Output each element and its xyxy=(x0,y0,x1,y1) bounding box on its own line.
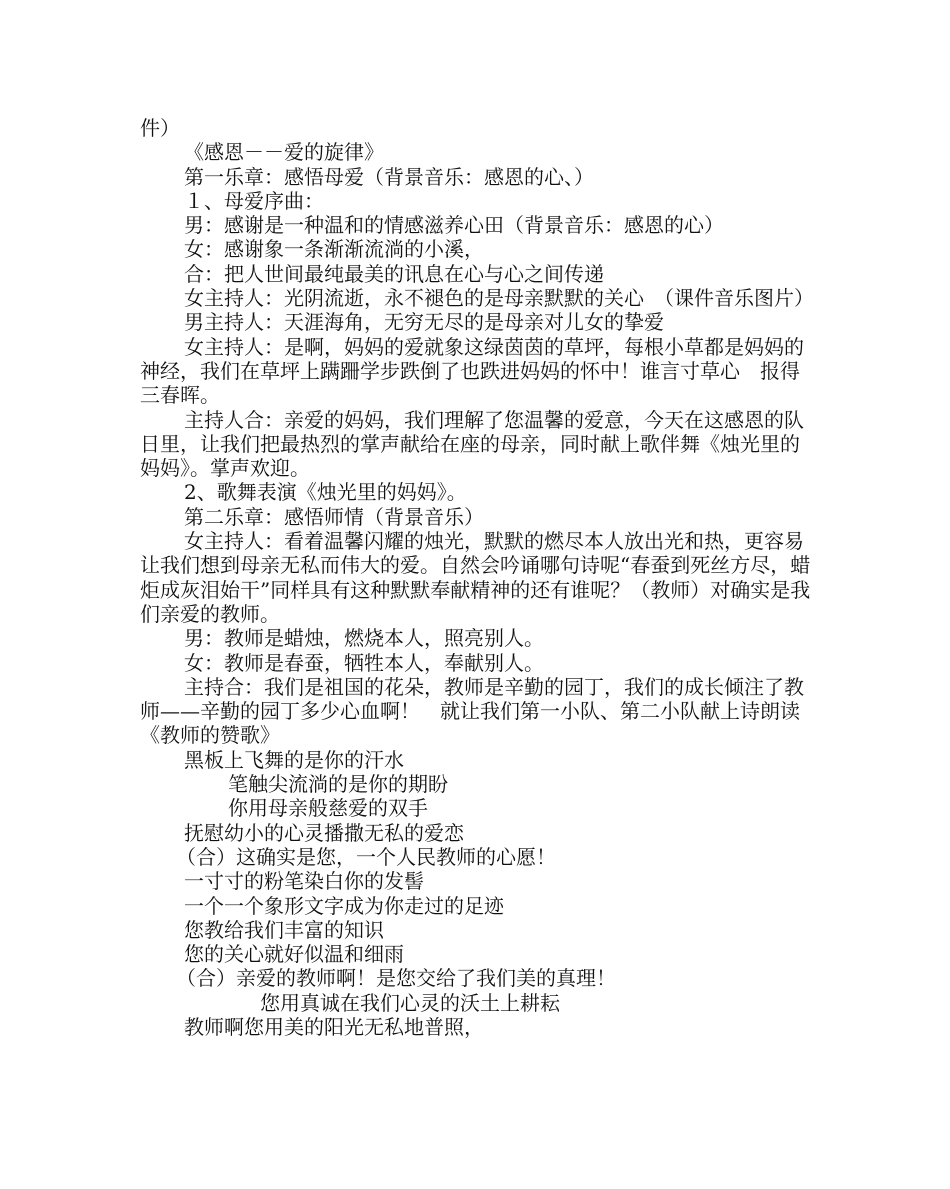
poem-line: 教师啊您用美的阳光无私地普照， xyxy=(184,1014,484,1039)
text-line: 合：把人世间最纯最美的讯息在心与心之间传递 xyxy=(184,261,604,286)
subsection-heading: １、母爱序曲： xyxy=(184,188,324,213)
poem-line: 笔触尖流淌的是你的期盼 xyxy=(228,772,448,797)
poem-line: 一个一个象形文字成为你走过的足迹 xyxy=(184,893,504,918)
document-body xyxy=(140,116,812,1039)
program-title: 《感恩－－爱的旋律》 xyxy=(184,140,384,165)
paragraph: 女主持人：光阴流逝，永不褪色的是母亲默默的关心 （课件音乐图片） xyxy=(184,286,814,311)
poem-line: （合）这确实是您，一个人民教师的心愿！ xyxy=(176,844,556,869)
poem-line: 您教给我们丰富的知识 xyxy=(184,917,384,942)
paragraph: 主持合：我们是祖国的花朵，教师是辛勤的园丁，我们的成长倾注了教师——辛勤的园丁多少心血啊！ 就让我们第一小队、第二小队献上诗朗读《教师的赞歌》 xyxy=(140,674,804,748)
poem-line: 抚慰幼小的心灵播撒无私的爱恋 xyxy=(184,820,464,845)
text-line: 女：感谢象一条渐渐流淌的小溪， xyxy=(184,237,484,262)
poem-line: 一寸寸的粉笔染白你的发髻 xyxy=(184,869,424,894)
section-heading: 第一乐章：感悟母爱（背景音乐：感恩的心、） xyxy=(184,164,594,189)
paragraph: 主持人合：亲爱的妈妈，我们理解了您温馨的爱意，今天在这感恩的队日里，让我们把最热烈的掌声献给在座的母亲，同时献上歌伴舞《烛光里的妈妈》。掌声欢迎。 xyxy=(140,407,804,481)
poem-line: 您的关心就好似温和细雨 xyxy=(184,942,404,967)
paragraph: 女主持人：看着温馨闪耀的烛光，默默的燃尽本人放出光和热，更容易让我们想到母亲无私而伟大的爱。自然会吟诵哪句诗呢“春蚕到死丝方尽，蜡炬成灰泪始干”同样具有这种默默奉献精神的还有谁呢？（教师）对确实是我们亲爱的教师。 xyxy=(140,529,811,626)
paragraph: 女主持人：是啊，妈妈的爱就象这绿茵茵的草坪，每根小草都是妈妈的神经，我们在草坪上蹒跚学步跌倒了也跌进妈妈的怀中！谁言寸草心 报得三春晖。 xyxy=(140,334,804,408)
subsection-heading: 2、歌舞表演《烛光里的妈妈》。 xyxy=(184,480,467,505)
text-line: 件） xyxy=(140,116,180,140)
poem-line: （合）亲爱的教师啊！是您交给了我们美的真理！ xyxy=(176,966,616,991)
text-line: 女：教师是春蚕，牺牲本人，奉献别人。 xyxy=(184,650,544,675)
text-line: 男：教师是蜡烛，燃烧本人，照亮别人。 xyxy=(184,626,544,651)
poem-line: 您用真诚在我们心灵的沃土上耕耘 xyxy=(260,990,560,1015)
section-heading: 第二乐章：感悟师情（背景音乐） xyxy=(184,504,484,529)
text-line: 男主持人：天涯海角，无穷无尽的是母亲对儿女的挚爱 xyxy=(184,310,664,335)
poem-line: 你用母亲般慈爱的双手 xyxy=(228,796,428,821)
poem-line: 黑板上飞舞的是你的汗水 xyxy=(184,747,404,772)
text-line: 男：感谢是一种温和的情感滋养心田（背景音乐：感恩的心） xyxy=(184,213,724,238)
